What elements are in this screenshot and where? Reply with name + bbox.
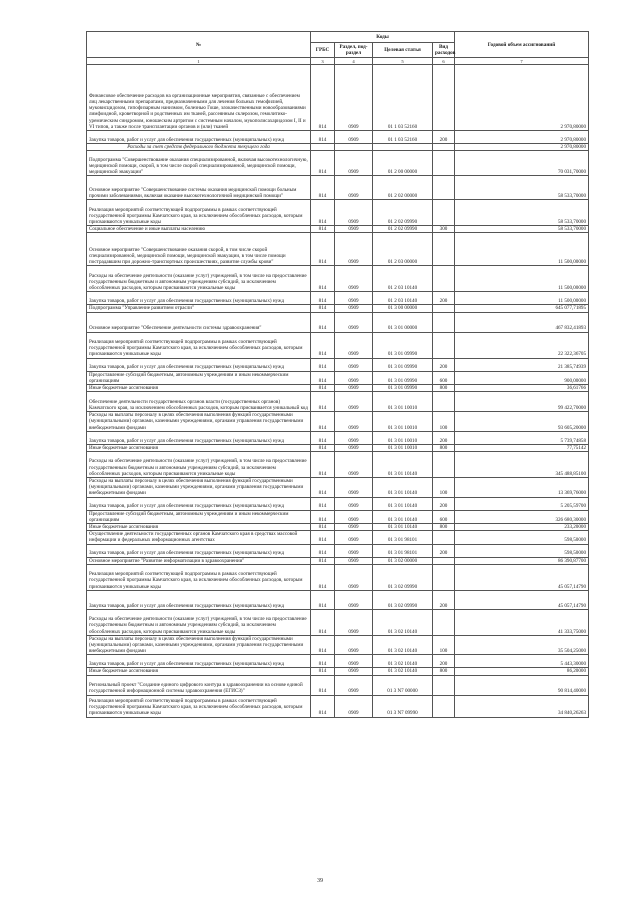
row-target-article: 01 3 01 98101	[373, 531, 433, 544]
row-name: Подпрограмма "Совершенствование оказания специализированной, включая высокотехнологичную, медицинской помощи, скорой, в том числе скорой специализированной, медицинской помощи, медицинской эвакуации"	[87, 151, 311, 176]
row-expense-type	[433, 266, 455, 292]
row-target-article: 01 3 N7 00000	[373, 675, 433, 695]
row-grbs: 814	[311, 176, 335, 200]
table-row	[87, 655, 589, 668]
col-header-target-article: Целевая статья	[373, 43, 433, 58]
row-name: Расходы на выплаты персоналу в целях обеспечения выполнения функций государственными (муниципальными) органами, казенными учреждениями, органами управления государственными внебюджетными фондами	[87, 412, 311, 432]
row-target-article: 01 2 03 00000	[373, 233, 433, 266]
column-number: 1	[87, 58, 311, 65]
row-target-article: 01 3 02 00000	[373, 557, 433, 564]
row-name: Иные бюджетные ассигнования	[87, 524, 311, 531]
row-expense-type	[433, 609, 455, 635]
row-amount: 35 504,25000	[455, 635, 589, 655]
row-name: Расходы на обеспечение деятельности (оказание услуг) учреждений, в том числе на предоставление государственным бюджетным и автономным учреждениям субсидий, за исключением обособленных расходов, которым присваиваются уникальные коды	[87, 452, 311, 478]
row-section: 0909	[335, 675, 373, 695]
row-target-article: 01 3 N7 09990	[373, 695, 433, 717]
row-target-article: 01 3 01 10140	[373, 524, 433, 531]
row-amount: 93 605,20000	[455, 412, 589, 432]
row-grbs: 814	[311, 305, 335, 312]
column-number: 7	[455, 58, 589, 65]
row-target-article: 01 3 01 10140	[373, 478, 433, 498]
row-amount: 233,20000	[455, 524, 589, 531]
table-row	[87, 444, 589, 451]
row-target-article	[373, 144, 433, 151]
row-expense-type	[433, 695, 455, 717]
table-row	[87, 635, 589, 655]
table-row	[87, 332, 589, 358]
row-expense-type	[433, 233, 455, 266]
row-target-article: 01 2 02 09990	[373, 200, 433, 226]
row-target-article: 01 3 01 10140	[373, 510, 433, 523]
row-expense-type: 600	[433, 510, 455, 523]
row-name: Расходы на обеспечение деятельности (оказание услуг) учреждений, в том числе на предоставление государственным бюджетным и автономным учреждениям субсидий, за исключением обособленных расходов, которым присваиваются уникальные коды	[87, 609, 311, 635]
row-section: 0909	[335, 312, 373, 332]
table-row	[87, 176, 589, 200]
row-amount: 5 443,30000	[455, 655, 589, 668]
row-target-article: 01 3 01 10140	[373, 452, 433, 478]
row-section: 0909	[335, 266, 373, 292]
row-expense-type: 200	[433, 131, 455, 144]
row-amount: 5 739,74858	[455, 431, 589, 444]
row-amount: 86,20000	[455, 668, 589, 675]
row-amount: 2 970,80000	[455, 131, 589, 144]
row-target-article: 01 3 02 10140	[373, 609, 433, 635]
row-name: Реализация мероприятий соответствующей подпрограммы в рамках соответствующей государственной программы Камчатского края, за исключением обособленных расходов, которым присваиваются уникальные коды	[87, 564, 311, 590]
table-row	[87, 312, 589, 332]
row-name: Расходы на выплаты персоналу в целях обеспечения выполнения функций государственными (муниципальными) органами, казенными учреждениями, органами управления государственными внебюджетными фондами	[87, 635, 311, 655]
col-header-number: №	[87, 32, 311, 58]
row-grbs: 814	[311, 312, 335, 332]
row-name: Осуществление деятельности государственных органов Камчатского края в средствах массовой информации и федеральных информационных агентствах	[87, 531, 311, 544]
row-target-article: 01 3 01 09990	[373, 358, 433, 371]
row-name: Закупка товаров, работ и услуг для обеспечения государственных (муниципальных) нужд	[87, 497, 311, 510]
row-grbs: 814	[311, 531, 335, 544]
row-expense-type: 200	[433, 544, 455, 557]
row-expense-type: 200	[433, 292, 455, 305]
row-amount: 21 385,74939	[455, 358, 589, 371]
row-section: 0909	[335, 332, 373, 358]
column-number: 6	[433, 58, 455, 65]
row-section: 0909	[335, 452, 373, 478]
row-grbs: 814	[311, 609, 335, 635]
row-amount: 598,50000	[455, 544, 589, 557]
row-section: 0909	[335, 412, 373, 432]
row-name: Закупка товаров, работ и услуг для обеспечения государственных (муниципальных) нужд	[87, 590, 311, 609]
row-section: 0909	[335, 524, 373, 531]
row-expense-type: 800	[433, 668, 455, 675]
table-row	[87, 497, 589, 510]
row-amount: 58 533,70000	[455, 226, 589, 233]
row-expense-type: 800	[433, 524, 455, 531]
row-expense-type	[433, 144, 455, 151]
col-header-section: Раздел, под-раздел	[335, 43, 373, 58]
table-row	[87, 412, 589, 432]
row-grbs: 814	[311, 668, 335, 675]
row-amount: 11 500,00000	[455, 266, 589, 292]
row-grbs: 814	[311, 266, 335, 292]
row-name: Реализация мероприятий соответствующей подпрограммы в рамках соответствующей государственной программы Камчатского края, за исключением обособленных расходов, которым присваиваются уникальные коды	[87, 332, 311, 358]
row-name: Основное мероприятие "Развитие информатизации в здравоохранении"	[87, 557, 311, 564]
row-grbs: 814	[311, 675, 335, 695]
row-expense-type: 800	[433, 385, 455, 392]
row-amount: 36,61766	[455, 385, 589, 392]
row-expense-type	[433, 176, 455, 200]
table-row	[87, 695, 589, 717]
row-section	[335, 144, 373, 151]
table-row	[87, 200, 589, 226]
row-grbs	[311, 144, 335, 151]
table-row	[87, 668, 589, 675]
column-number: 5	[373, 58, 433, 65]
col-header-codes: Коды	[311, 32, 455, 43]
row-amount: 45 057,14790	[455, 590, 589, 609]
row-target-article: 01 3 01 09990	[373, 332, 433, 358]
row-target-article: 01 3 00 00000	[373, 305, 433, 312]
table-row	[87, 675, 589, 695]
row-amount: 13 369,76000	[455, 478, 589, 498]
row-name: Финансовое обеспечение расходов на организационные мероприятия, связанные с обеспечением лиц лекарственными препаратами, предназначенными для лечения больных гемофилией, муковисцидозом, гипофизарным нанизмом, болезнью Гоше, злокачественными новообразованиями лимфоидной, кроветворной и родственных им тканей, рассеянным склерозом, гемолитико-уремическим синдромом, юношеским артритом с системным началом, мукополисахаридозом I, II и VI типов, а также после трансплантации органов и (или) тканей	[87, 65, 311, 131]
row-amount: 2 970,80000	[455, 144, 589, 151]
row-target-article: 01 2 03 10140	[373, 292, 433, 305]
row-name: Закупка товаров, работ и услуг для обеспечения государственных (муниципальных) нужд	[87, 131, 311, 144]
row-name: Обеспечение деятельности государственных органов власти (государственных органов) Камчатского края, за исключением обособленных расходов, которым присваивается уникальный код	[87, 392, 311, 412]
row-expense-type	[433, 305, 455, 312]
row-expense-type: 100	[433, 412, 455, 432]
row-section: 0909	[335, 233, 373, 266]
row-expense-type: 300	[433, 226, 455, 233]
row-expense-type	[433, 332, 455, 358]
row-target-article: 01 3 01 09990	[373, 385, 433, 392]
row-amount: 58 533,70000	[455, 200, 589, 226]
table-row	[87, 305, 589, 312]
table-row	[87, 452, 589, 478]
row-grbs: 814	[311, 371, 335, 384]
row-expense-type: 800	[433, 444, 455, 451]
row-name: Региональный проект "Создание единого цифрового контура в здравоохранении на основе единой государственной информационной системы здравоохранения (ЕГИСЗ)"	[87, 675, 311, 695]
row-name: Иные бюджетные ассигнования	[87, 668, 311, 675]
row-amount: 345 488,85100	[455, 452, 589, 478]
row-section: 0909	[335, 609, 373, 635]
row-expense-type	[433, 312, 455, 332]
row-expense-type	[433, 531, 455, 544]
row-name	[87, 144, 311, 151]
row-target-article: 01 2 00 00000	[373, 151, 433, 176]
row-grbs: 814	[311, 655, 335, 668]
row-grbs: 814	[311, 452, 335, 478]
row-name: Основное мероприятие "Совершенствование системы оказания медицинской помощи больным прочими заболеваниями, включая оказание высокотехнологичной медицинской помощи"	[87, 176, 311, 200]
row-grbs: 814	[311, 695, 335, 717]
row-target-article: 01 2 02 09990	[373, 226, 433, 233]
row-section: 0909	[335, 444, 373, 451]
row-target-article: 01 3 01 10010	[373, 431, 433, 444]
row-target-article: 01 3 02 09990	[373, 590, 433, 609]
row-section: 0909	[335, 371, 373, 384]
row-section: 0909	[335, 431, 373, 444]
row-grbs: 814	[311, 358, 335, 371]
row-expense-type	[433, 151, 455, 176]
col-header-amount: Годовой объем ассигнований	[455, 32, 589, 58]
row-expense-type: 200	[433, 497, 455, 510]
row-section: 0909	[335, 292, 373, 305]
row-grbs: 814	[311, 65, 335, 131]
row-section: 0909	[335, 531, 373, 544]
row-grbs: 814	[311, 478, 335, 498]
row-name: Реализация мероприятий соответствующей подпрограммы в рамках соответствующей государственной программы Камчатского края, за исключением обособленных расходов, которым присваиваются уникальные коды	[87, 695, 311, 717]
row-amount: 326 680,30000	[455, 510, 589, 523]
row-grbs: 814	[311, 292, 335, 305]
table-row	[87, 233, 589, 266]
row-target-article: 01 3 02 10140	[373, 668, 433, 675]
row-grbs: 814	[311, 431, 335, 444]
row-expense-type: 600	[433, 371, 455, 384]
row-name: Реализация мероприятий соответствующей подпрограммы в рамках соответствующей государственной программы Камчатского края, за исключением обособленных расходов, которым присваиваются уникальные коды	[87, 200, 311, 226]
table-row	[87, 292, 589, 305]
row-section: 0909	[335, 226, 373, 233]
table-row	[87, 385, 589, 392]
row-target-article: 01 2 03 10140	[373, 266, 433, 292]
row-expense-type	[433, 65, 455, 131]
row-section: 0909	[335, 305, 373, 312]
row-name: Иные бюджетные ассигнования	[87, 385, 311, 392]
budget-sheet	[86, 31, 588, 718]
row-amount: 41 333,75000	[455, 609, 589, 635]
row-section: 0909	[335, 510, 373, 523]
row-grbs: 814	[311, 444, 335, 451]
row-grbs: 814	[311, 200, 335, 226]
row-section: 0909	[335, 65, 373, 131]
row-target-article: 01 3 01 09990	[373, 371, 433, 384]
row-section: 0909	[335, 590, 373, 609]
row-grbs: 814	[311, 385, 335, 392]
row-target-article: 01 1 03 52160	[373, 131, 433, 144]
row-expense-type: 200	[433, 431, 455, 444]
row-section: 0909	[335, 392, 373, 412]
row-name: Основное мероприятие "Обеспечение деятельности системы здравоохранения"	[87, 312, 311, 332]
row-amount: 58 533,70000	[455, 176, 589, 200]
row-amount: 5 205,59700	[455, 497, 589, 510]
row-grbs: 814	[311, 412, 335, 432]
row-amount: 70 031,70000	[455, 151, 589, 176]
row-section: 0909	[335, 385, 373, 392]
row-section: 0909	[335, 151, 373, 176]
row-target-article: 01 3 02 10140	[373, 655, 433, 668]
row-amount: 2 970,80000	[455, 65, 589, 131]
row-section: 0909	[335, 544, 373, 557]
row-expense-type	[433, 675, 455, 695]
row-expense-type	[433, 564, 455, 590]
row-name: Закупка товаров, работ и услуг для обеспечения государственных (муниципальных) нужд	[87, 655, 311, 668]
row-section: 0909	[335, 478, 373, 498]
table-row	[87, 431, 589, 444]
row-amount: 99 422,70000	[455, 392, 589, 412]
row-expense-type	[433, 452, 455, 478]
row-grbs: 814	[311, 151, 335, 176]
row-grbs: 814	[311, 497, 335, 510]
row-name: Расходы на обеспечение деятельности (оказание услуг) учреждений, в том числе на предоставление государственным бюджетным и автономным учреждениям субсидий, за исключением обособленных расходов, которым присваиваются уникальные коды	[87, 266, 311, 292]
row-section: 0909	[335, 176, 373, 200]
row-grbs: 814	[311, 564, 335, 590]
row-target-article: 01 3 02 09990	[373, 564, 433, 590]
column-number: 4	[335, 58, 373, 65]
col-header-grbs: ГРБС	[311, 43, 335, 58]
table-row	[87, 226, 589, 233]
row-target-article: 01 3 01 10010	[373, 392, 433, 412]
row-grbs: 814	[311, 131, 335, 144]
table-row	[87, 358, 589, 371]
row-target-article: 01 1 03 52160	[373, 65, 433, 131]
row-section: 0909	[335, 564, 373, 590]
row-amount: 645 077,71895	[455, 305, 589, 312]
row-grbs: 814	[311, 557, 335, 564]
row-expense-type	[433, 557, 455, 564]
row-name: Закупка товаров, работ и услуг для обеспечения государственных (муниципальных) нужд	[87, 431, 311, 444]
table-row	[87, 557, 589, 564]
table-row	[87, 392, 589, 412]
row-section: 0909	[335, 131, 373, 144]
table-row	[87, 609, 589, 635]
table-row	[87, 478, 589, 498]
row-amount: 900,00000	[455, 371, 589, 384]
table-row	[87, 371, 589, 384]
row-expense-type	[433, 200, 455, 226]
row-expense-type	[433, 392, 455, 412]
row-amount: 77,75142	[455, 444, 589, 451]
row-section: 0909	[335, 497, 373, 510]
row-expense-type: 200	[433, 358, 455, 371]
table-row	[87, 531, 589, 544]
row-amount: 45 057,14790	[455, 564, 589, 590]
row-grbs: 814	[311, 233, 335, 266]
row-grbs: 814	[311, 226, 335, 233]
table-row	[87, 544, 589, 557]
table-row	[87, 266, 589, 292]
row-name: Закупка товаров, работ и услуг для обеспечения государственных (муниципальных) нужд	[87, 358, 311, 371]
row-target-article: 01 2 02 00000	[373, 176, 433, 200]
row-target-article: 01 3 01 98101	[373, 544, 433, 557]
row-expense-type: 100	[433, 478, 455, 498]
row-amount: 90 814,40000	[455, 675, 589, 695]
row-name: Иные бюджетные ассигнования	[87, 444, 311, 451]
row-section: 0909	[335, 358, 373, 371]
row-grbs: 814	[311, 544, 335, 557]
row-amount: 86 390,87700	[455, 557, 589, 564]
table-row	[87, 65, 589, 131]
row-section: 0909	[335, 200, 373, 226]
row-name: Закупка товаров, работ и услуг для обеспечения государственных (муниципальных) нужд	[87, 544, 311, 557]
row-amount: 467 832,41893	[455, 312, 589, 332]
row-name: Расходы на выплаты персоналу в целях обеспечения выполнения функций государственными (муниципальными) органами, казенными учреждениями, органами управления государственными внебюджетными фондами	[87, 478, 311, 498]
row-section: 0909	[335, 635, 373, 655]
table-row	[87, 151, 589, 176]
row-amount: 11 500,00000	[455, 233, 589, 266]
row-expense-type: 100	[433, 635, 455, 655]
row-name: Предоставление субсидий бюджетным, автономным учреждениям и иным некоммерческим организациям	[87, 510, 311, 523]
column-number: 3	[311, 58, 335, 65]
column-number-row	[87, 58, 589, 65]
row-target-article: 01 3 02 10140	[373, 635, 433, 655]
row-grbs: 814	[311, 524, 335, 531]
row-section: 0909	[335, 655, 373, 668]
row-expense-type: 200	[433, 655, 455, 668]
row-amount: 598,50000	[455, 531, 589, 544]
row-section: 0909	[335, 668, 373, 675]
row-amount: 22 322,36705	[455, 332, 589, 358]
row-grbs: 814	[311, 590, 335, 609]
row-grbs: 814	[311, 510, 335, 523]
row-grbs: 814	[311, 635, 335, 655]
col-header-expense-type: Вид расходов	[433, 43, 455, 58]
budget-rows	[87, 65, 589, 718]
row-name: Социальное обеспечение и иные выплаты населению	[87, 226, 311, 233]
row-amount: 11 500,00000	[455, 292, 589, 305]
row-target-article: 01 3 01 10010	[373, 412, 433, 432]
row-target-article: 01 3 01 00000	[373, 312, 433, 332]
table-row	[87, 510, 589, 523]
budget-table	[86, 31, 589, 718]
row-name: Закупка товаров, работ и услуг для обеспечения государственных (муниципальных) нужд	[87, 292, 311, 305]
row-section: 0909	[335, 557, 373, 564]
row-amount: 34 840,26263	[455, 695, 589, 717]
row-name: Основное мероприятие "Совершенствование оказания скорой, в том числе скорой специализированной, медицинской помощи, медицинской эвакуации, в том числе помощи пострадавшим при дорожно-транспортных происшествиях, развитие службы крови"	[87, 233, 311, 266]
table-row	[87, 524, 589, 531]
row-expense-type: 200	[433, 590, 455, 609]
table-row	[87, 144, 589, 151]
row-name-italic: Расходы за счет средств федерального бюджета текущего года	[127, 144, 270, 150]
table-row	[87, 590, 589, 609]
row-grbs: 814	[311, 332, 335, 358]
row-name: Предоставление субсидий бюджетным, автономным учреждениям и иным некоммерческим организациям	[87, 371, 311, 384]
row-grbs: 814	[311, 392, 335, 412]
row-name: Подпрограмма "Управление развитием отрасли"	[87, 305, 311, 312]
row-target-article: 01 3 01 10140	[373, 497, 433, 510]
table-row	[87, 131, 589, 144]
row-target-article: 01 3 01 10010	[373, 444, 433, 451]
row-section: 0909	[335, 695, 373, 717]
table-row	[87, 564, 589, 590]
page-number: 39	[317, 878, 323, 884]
